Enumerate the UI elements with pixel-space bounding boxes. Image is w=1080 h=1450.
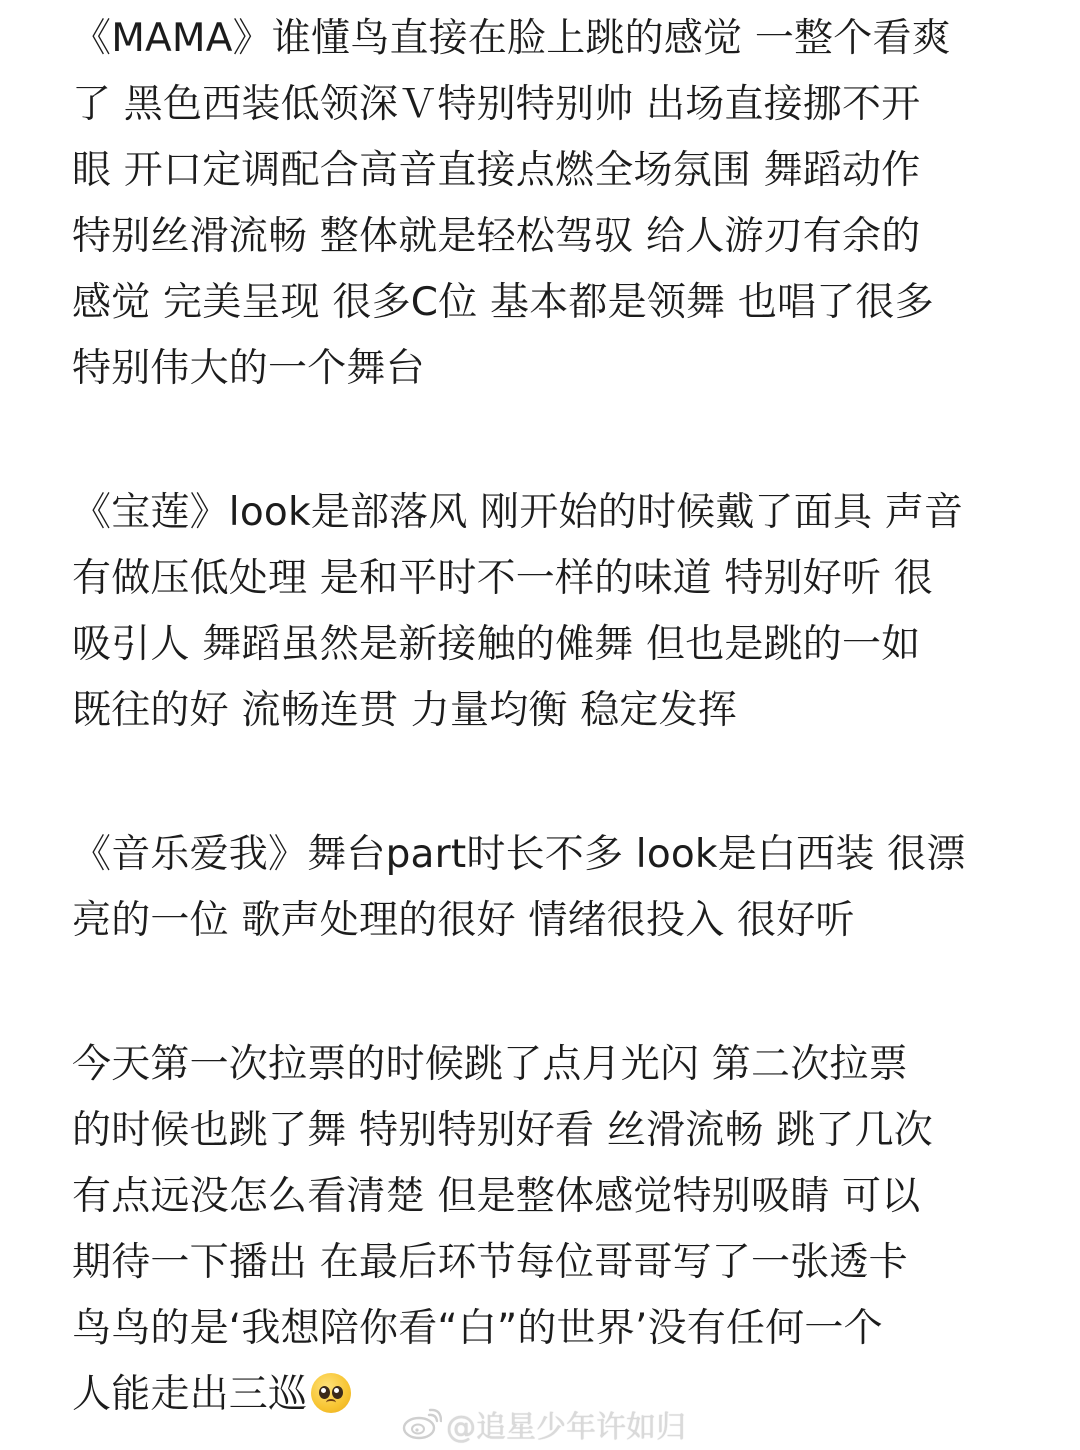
paragraph-gap (72, 402, 1032, 480)
text-line: 鸟鸟的是‘我想陪你看“白”的世界’没有任何一个 (72, 1306, 883, 1351)
weibo-watermark (402, 1403, 686, 1445)
text-line: 眼 开口定调配合高音直接点燃全场氛围 舞蹈动作 (72, 148, 921, 193)
paragraph-canvassing (72, 1032, 1032, 1428)
text-line: 《音乐爱我》舞台part时长不多 look是白西装 很漂 (72, 832, 966, 877)
paragraph-baolian (72, 480, 1032, 744)
text-line: 有做压低处理 是和平时不一样的味道 特别好听 很 (72, 556, 933, 601)
paragraph-gap (72, 954, 1032, 1032)
text-line: 今天第一次拉票的时候跳了点月光闪 第二次拉票 (72, 1042, 908, 1087)
post-body (72, 6, 1032, 1428)
text-line: 的时候也跳了舞 特别特别好看 丝滑流畅 跳了几次 (72, 1108, 933, 1153)
text-line: 《宝莲》look是部落风 刚开始的时候戴了面具 声音 (72, 490, 964, 535)
text-line: 感觉 完美呈现 很多C位 基本都是领舞 也唱了很多 (72, 280, 934, 325)
paragraph-mama (72, 6, 1032, 402)
paragraph-gap (72, 744, 1032, 822)
text-line: 了 黑色西装低领深Ｖ特别特别帅 出场直接挪不开 (72, 82, 921, 127)
weibo-logo-icon (402, 1408, 442, 1440)
watermark-handle: @追星少年许如归 (446, 1410, 686, 1445)
text-line: 《MAMA》谁懂鸟直接在脸上跳的感觉 一整个看爽 (72, 16, 951, 61)
text-line: 吸引人 舞蹈虽然是新接触的傩舞 但也是跳的一如 (72, 622, 921, 667)
text-line: 人能走出三巡 (72, 1372, 308, 1417)
text-line: 亮的一位 歌声处理的很好 情绪很投入 很好听 (72, 898, 855, 943)
text-line: 特别丝滑流畅 整体就是轻松驾驭 给人游刃有余的 (72, 214, 921, 259)
text-line: 有点远没怎么看清楚 但是整体感觉特别吸睛 可以 (72, 1174, 921, 1219)
text-line: 期待一下播出 在最后环节每位哥哥写了一张透卡 (72, 1240, 908, 1285)
text-line: 既往的好 流畅连贯 力量均衡 稳定发挥 (72, 688, 737, 733)
paragraph-music-loves-me (72, 822, 1032, 954)
text-line: 特别伟大的一个舞台 (72, 346, 425, 391)
pleading-face-icon (311, 1373, 351, 1413)
